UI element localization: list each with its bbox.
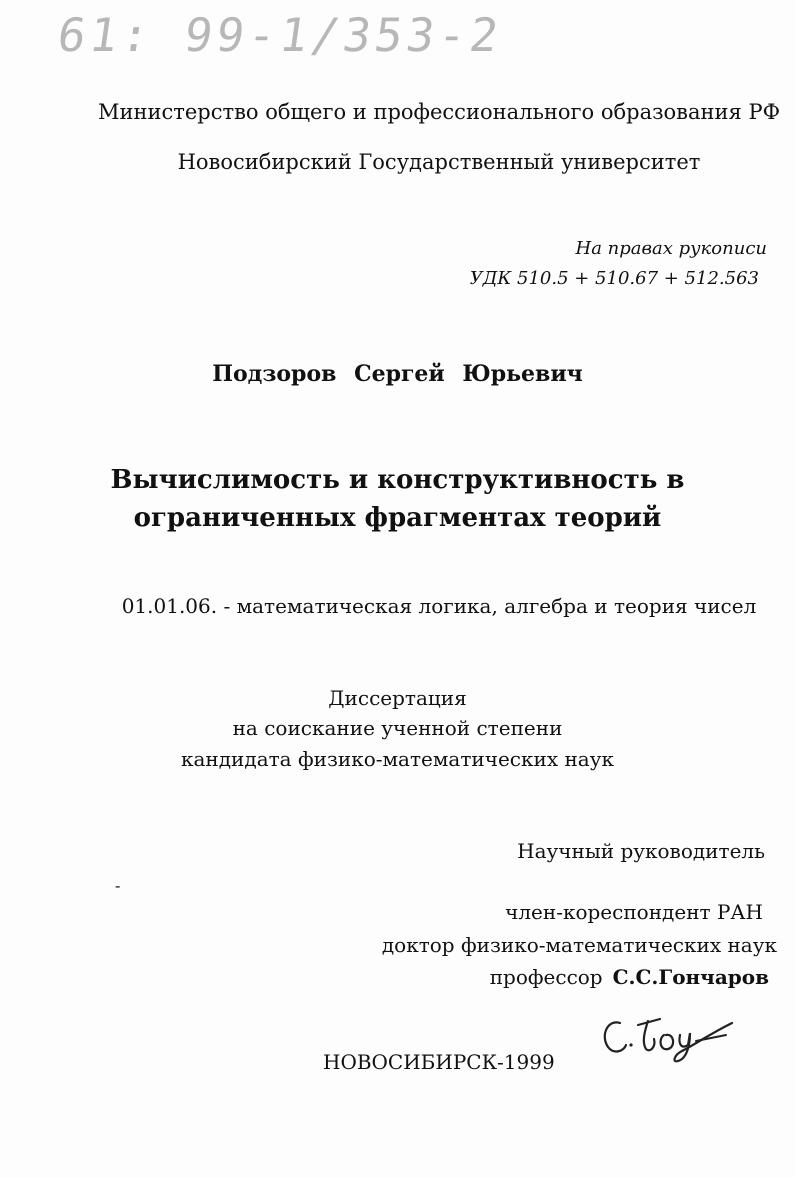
supervisor-title-line (490, 965, 769, 989)
thesis-title-line-1: Вычислимость и конструктивность в (110, 465, 685, 495)
manuscript-rights-label: На правах рукописи (575, 238, 767, 259)
margin-dash: - (115, 876, 121, 895)
thesis-title-line-2: ограниченных фрагментах теорий (133, 503, 662, 533)
degree-name: кандидата физико-математических наук (180, 747, 614, 771)
supervisor-label: Научный руководитель (517, 839, 765, 863)
supervisor-position: профессор (489, 965, 603, 989)
ministry-heading: Министерство общего и профессионального образования РФ (97, 100, 781, 124)
supervisor-name: С.С.Гончаров (612, 965, 769, 989)
university-heading: Новосибирский Государственный университет (177, 150, 701, 174)
dissertation-label: Диссертация (328, 686, 467, 710)
city-year: НОВОСИБИРСК-1999 (323, 1050, 555, 1074)
degree-purpose: на соискание ученной степени (232, 716, 563, 740)
udk-code: УДК 510.5 + 510.67 + 512.563 (469, 268, 759, 289)
supervisor-degree: доктор физико-математических наук (381, 933, 777, 957)
archive-stamp: 61: 99-1/353-2 (54, 8, 506, 62)
specialty-code: 01.01.06. - математическая логика, алгебра и теория чисел (121, 594, 757, 618)
author-name: Подзоров Сергей Юрьевич (212, 361, 583, 387)
supervisor-signature (598, 1005, 738, 1065)
supervisor-rank: член-кореспондент РАН (505, 900, 763, 924)
